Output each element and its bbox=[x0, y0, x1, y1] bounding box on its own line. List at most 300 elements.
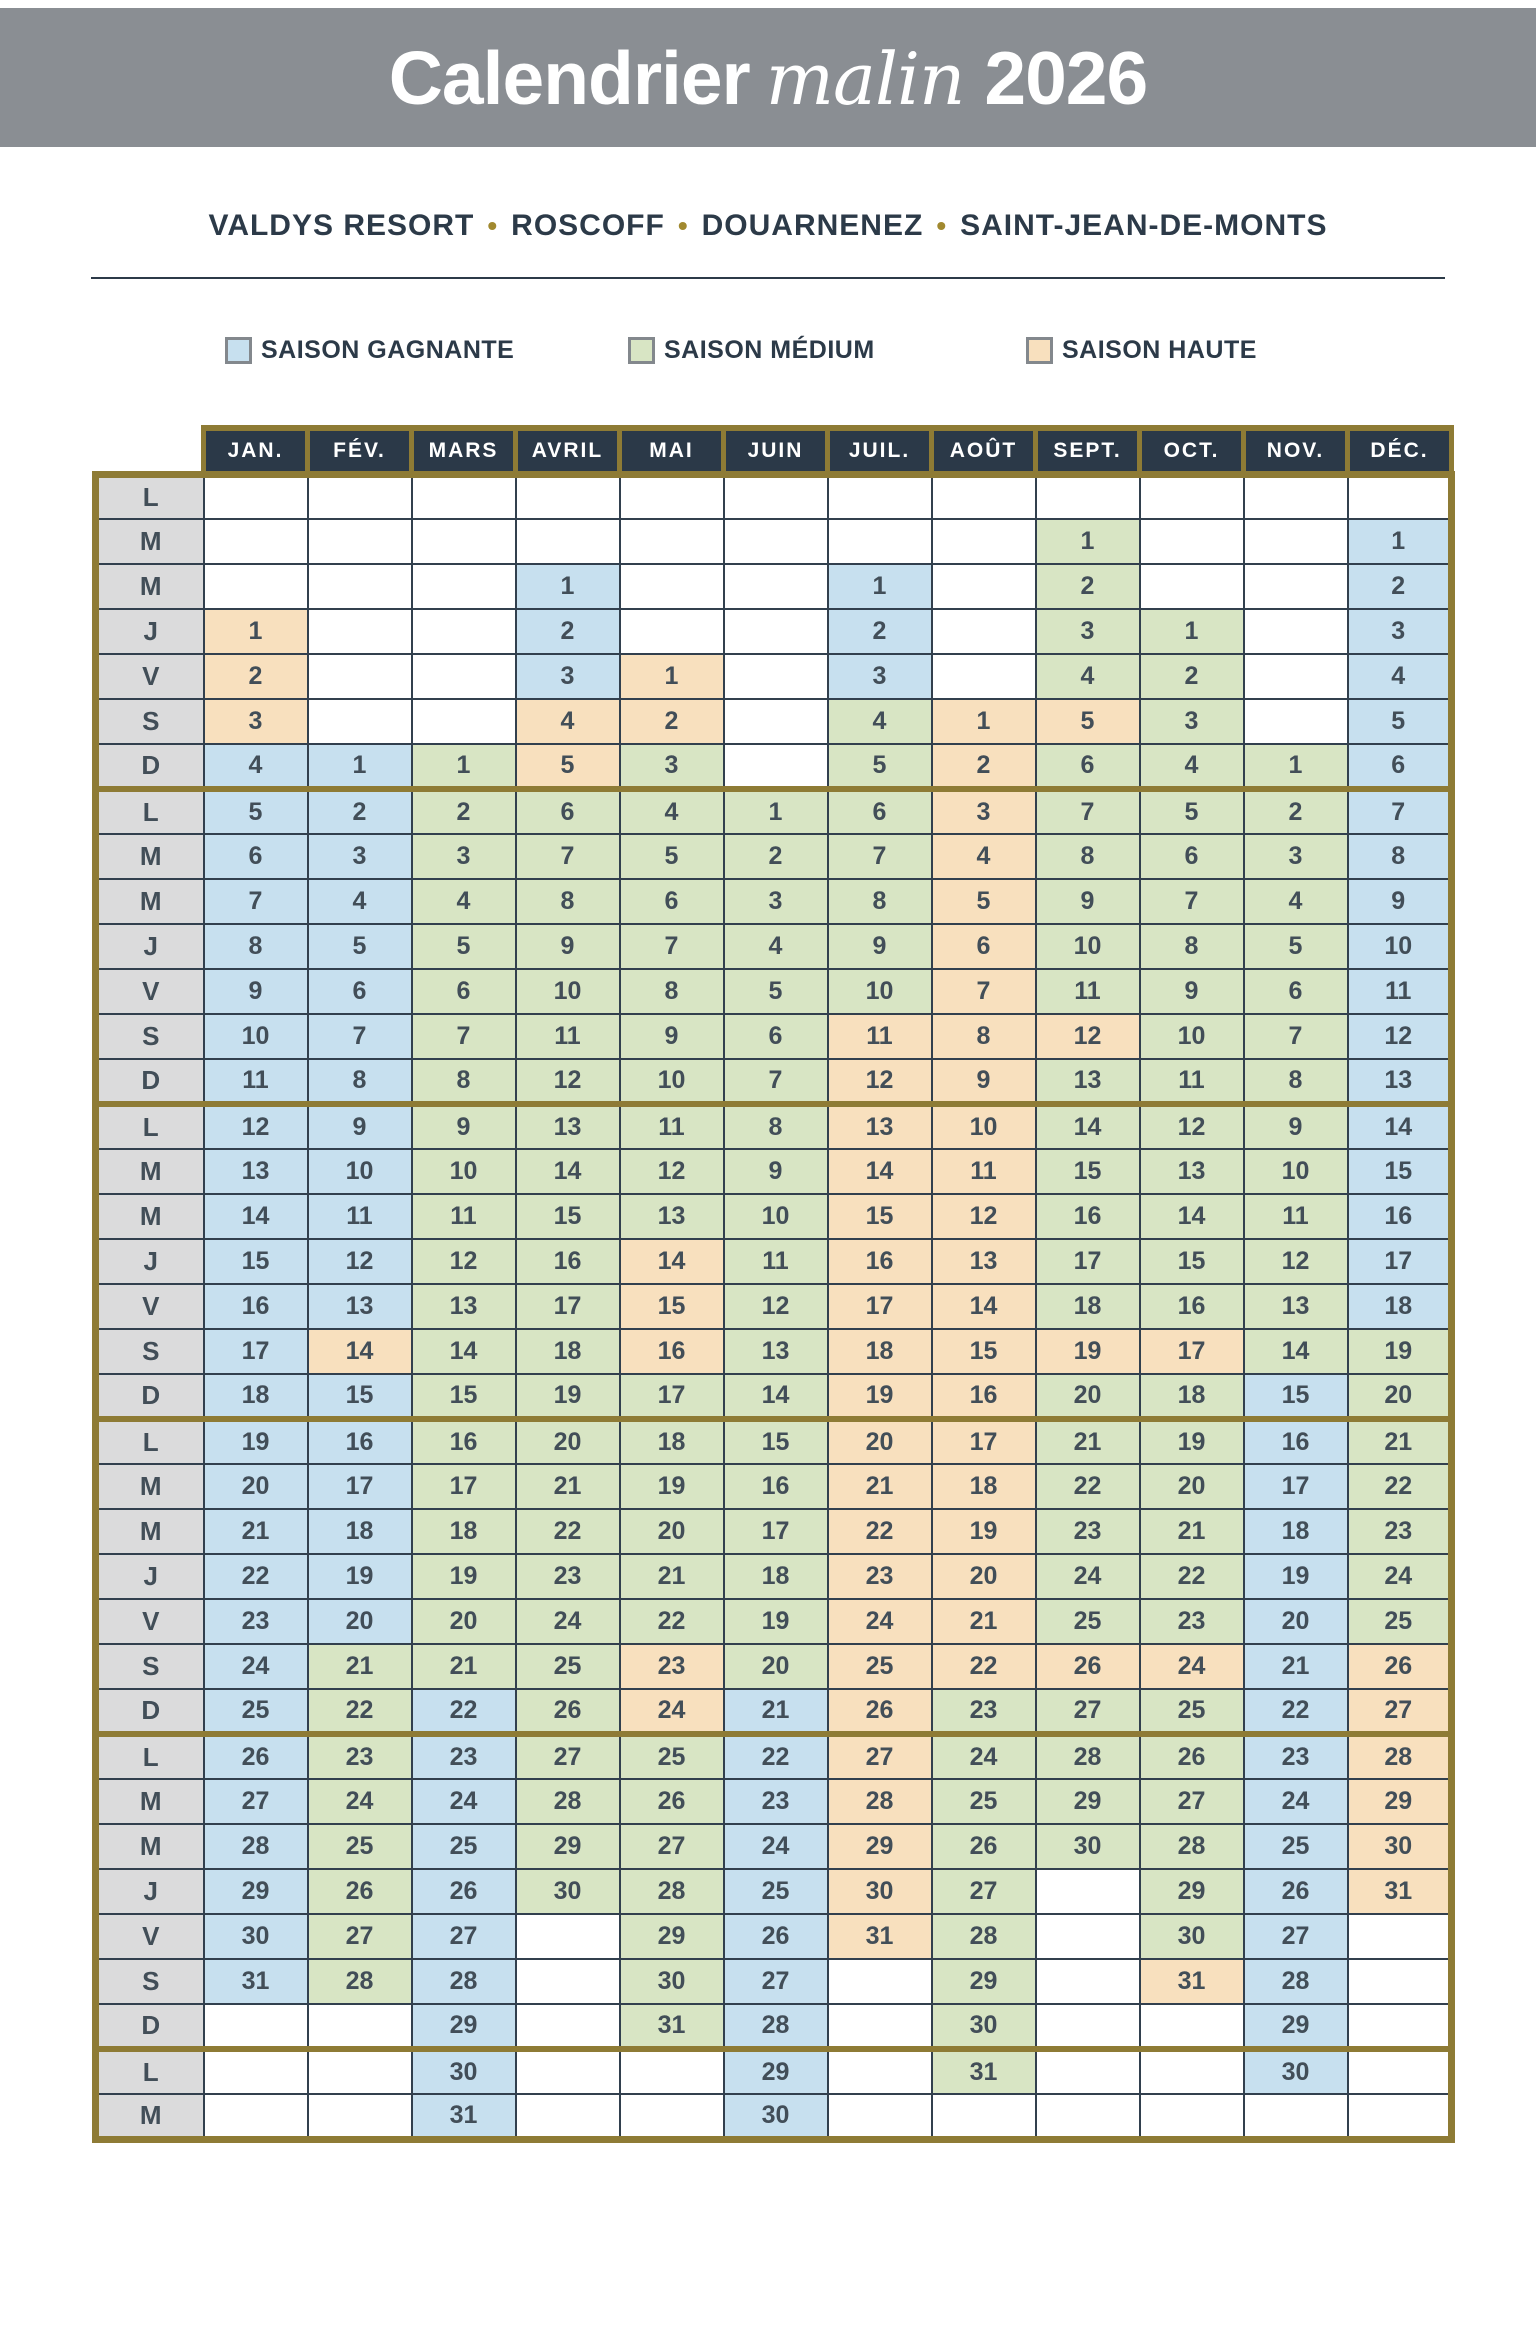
day-cell: 15 bbox=[932, 1329, 1036, 1374]
day-cell: 9 bbox=[828, 924, 932, 969]
day-cell: 15 bbox=[724, 1419, 828, 1464]
day-cell: 31 bbox=[1348, 1869, 1452, 1914]
day-cell: 21 bbox=[412, 1644, 516, 1689]
day-cell: 25 bbox=[1140, 1689, 1244, 1734]
day-cell: 10 bbox=[1244, 1149, 1348, 1194]
day-cell: 1 bbox=[1244, 744, 1348, 789]
month-header: JAN. bbox=[204, 428, 308, 474]
day-cell: 21 bbox=[204, 1509, 308, 1554]
day-cell: 24 bbox=[516, 1599, 620, 1644]
week-day-row bbox=[96, 1464, 1452, 1509]
empty-cell bbox=[724, 474, 828, 519]
day-cell: 2 bbox=[516, 609, 620, 654]
day-cell: 7 bbox=[516, 834, 620, 879]
legend-label: SAISON MÉDIUM bbox=[664, 336, 875, 364]
day-cell: 9 bbox=[204, 969, 308, 1014]
day-cell: 26 bbox=[1036, 1644, 1140, 1689]
day-cell: 3 bbox=[724, 879, 828, 924]
day-cell: 22 bbox=[1036, 1464, 1140, 1509]
day-cell: 28 bbox=[412, 1959, 516, 2004]
day-cell: 14 bbox=[516, 1149, 620, 1194]
day-cell: 13 bbox=[1140, 1149, 1244, 1194]
day-cell: 21 bbox=[516, 1464, 620, 1509]
day-cell: 20 bbox=[1036, 1374, 1140, 1419]
empty-cell bbox=[724, 744, 828, 789]
day-cell: 29 bbox=[828, 1824, 932, 1869]
day-cell: 3 bbox=[308, 834, 412, 879]
day-cell: 25 bbox=[204, 1689, 308, 1734]
medium-swatch-icon bbox=[628, 337, 655, 364]
day-cell: 19 bbox=[1244, 1554, 1348, 1599]
weekday-label: S bbox=[96, 1329, 204, 1374]
subtitle-separator-dot: • bbox=[677, 210, 689, 241]
weekday-label: D bbox=[96, 1374, 204, 1419]
day-cell: 17 bbox=[516, 1284, 620, 1329]
day-cell: 29 bbox=[1244, 2004, 1348, 2049]
day-cell: 8 bbox=[1036, 834, 1140, 879]
day-cell: 3 bbox=[932, 789, 1036, 834]
day-cell: 26 bbox=[412, 1869, 516, 1914]
day-cell: 2 bbox=[1348, 564, 1452, 609]
haute-swatch-icon bbox=[1026, 337, 1053, 364]
empty-cell bbox=[308, 2094, 412, 2139]
day-cell: 27 bbox=[204, 1779, 308, 1824]
day-cell: 25 bbox=[1036, 1599, 1140, 1644]
day-cell: 3 bbox=[1244, 834, 1348, 879]
weekday-label: M bbox=[96, 1824, 204, 1869]
week-day-row bbox=[96, 1734, 1452, 1779]
day-cell: 24 bbox=[204, 1644, 308, 1689]
empty-cell bbox=[1348, 1959, 1452, 2004]
empty-cell bbox=[724, 519, 828, 564]
day-cell: 23 bbox=[620, 1644, 724, 1689]
day-cell: 6 bbox=[620, 879, 724, 924]
empty-cell bbox=[412, 474, 516, 519]
day-cell: 31 bbox=[1140, 1959, 1244, 2004]
day-cell: 7 bbox=[828, 834, 932, 879]
day-cell: 18 bbox=[1348, 1284, 1452, 1329]
week-day-row bbox=[96, 519, 1452, 564]
week-day-row bbox=[96, 1419, 1452, 1464]
day-cell: 19 bbox=[1036, 1329, 1140, 1374]
day-cell: 1 bbox=[932, 699, 1036, 744]
day-cell: 21 bbox=[1036, 1419, 1140, 1464]
day-cell: 18 bbox=[1036, 1284, 1140, 1329]
empty-cell bbox=[620, 2049, 724, 2094]
calendar-container bbox=[92, 425, 1536, 2143]
day-cell: 6 bbox=[724, 1014, 828, 1059]
week-day-row bbox=[96, 2049, 1452, 2094]
day-cell: 13 bbox=[932, 1239, 1036, 1284]
day-cell: 12 bbox=[932, 1194, 1036, 1239]
day-cell: 2 bbox=[1036, 564, 1140, 609]
day-cell: 28 bbox=[1140, 1824, 1244, 1869]
day-cell: 28 bbox=[932, 1914, 1036, 1959]
subtitle-city-1: ROSCOFF bbox=[511, 209, 665, 242]
weekday-label: L bbox=[96, 789, 204, 834]
month-header: SEPT. bbox=[1036, 428, 1140, 474]
day-cell: 26 bbox=[1348, 1644, 1452, 1689]
subtitle-separator-dot: • bbox=[936, 210, 948, 241]
day-cell: 23 bbox=[412, 1734, 516, 1779]
empty-cell bbox=[932, 474, 1036, 519]
weekday-label: M bbox=[96, 1194, 204, 1239]
weekday-label: M bbox=[96, 1509, 204, 1554]
day-cell: 31 bbox=[932, 2049, 1036, 2094]
day-cell: 7 bbox=[204, 879, 308, 924]
day-cell: 8 bbox=[1244, 1059, 1348, 1104]
week-day-row bbox=[96, 1689, 1452, 1734]
day-cell: 7 bbox=[1036, 789, 1140, 834]
day-cell: 17 bbox=[620, 1374, 724, 1419]
empty-cell bbox=[204, 474, 308, 519]
day-cell: 8 bbox=[724, 1104, 828, 1149]
day-cell: 3 bbox=[620, 744, 724, 789]
empty-cell bbox=[308, 654, 412, 699]
day-cell: 8 bbox=[308, 1059, 412, 1104]
day-cell: 21 bbox=[1140, 1509, 1244, 1554]
month-header: MAI bbox=[620, 428, 724, 474]
day-cell: 29 bbox=[412, 2004, 516, 2049]
day-cell: 4 bbox=[1140, 744, 1244, 789]
day-cell: 1 bbox=[1036, 519, 1140, 564]
day-cell: 20 bbox=[516, 1419, 620, 1464]
day-cell: 20 bbox=[724, 1644, 828, 1689]
day-cell: 13 bbox=[204, 1149, 308, 1194]
day-cell: 12 bbox=[1140, 1104, 1244, 1149]
day-cell: 23 bbox=[308, 1734, 412, 1779]
day-cell: 1 bbox=[412, 744, 516, 789]
empty-cell bbox=[1348, 2004, 1452, 2049]
day-cell: 16 bbox=[828, 1239, 932, 1284]
day-cell: 27 bbox=[1036, 1689, 1140, 1734]
day-cell: 24 bbox=[1348, 1554, 1452, 1599]
day-cell: 14 bbox=[1140, 1194, 1244, 1239]
empty-cell bbox=[620, 474, 724, 519]
day-cell: 18 bbox=[724, 1554, 828, 1599]
subtitle bbox=[0, 209, 1536, 243]
day-cell: 11 bbox=[932, 1149, 1036, 1194]
day-cell: 30 bbox=[828, 1869, 932, 1914]
month-header: MARS bbox=[412, 428, 516, 474]
day-cell: 6 bbox=[932, 924, 1036, 969]
day-cell: 12 bbox=[828, 1059, 932, 1104]
day-cell: 22 bbox=[828, 1509, 932, 1554]
day-cell: 20 bbox=[932, 1554, 1036, 1599]
empty-cell bbox=[412, 609, 516, 654]
weekday-label: L bbox=[96, 474, 204, 519]
day-cell: 26 bbox=[516, 1689, 620, 1734]
month-header: OCT. bbox=[1140, 428, 1244, 474]
weekday-label: D bbox=[96, 1059, 204, 1104]
day-cell: 15 bbox=[1348, 1149, 1452, 1194]
day-cell: 18 bbox=[932, 1464, 1036, 1509]
empty-cell bbox=[1244, 474, 1348, 519]
day-cell: 9 bbox=[1036, 879, 1140, 924]
empty-cell bbox=[828, 2004, 932, 2049]
day-cell: 28 bbox=[308, 1959, 412, 2004]
day-cell: 18 bbox=[516, 1329, 620, 1374]
week-day-row bbox=[96, 969, 1452, 1014]
empty-cell bbox=[204, 564, 308, 609]
empty-cell bbox=[1036, 1959, 1140, 2004]
month-header: JUIL. bbox=[828, 428, 932, 474]
day-cell: 14 bbox=[620, 1239, 724, 1284]
day-cell: 22 bbox=[412, 1689, 516, 1734]
day-cell: 28 bbox=[1348, 1734, 1452, 1779]
day-cell: 28 bbox=[516, 1779, 620, 1824]
day-cell: 23 bbox=[1348, 1509, 1452, 1554]
day-cell: 19 bbox=[828, 1374, 932, 1419]
day-cell: 9 bbox=[724, 1149, 828, 1194]
day-cell: 9 bbox=[1140, 969, 1244, 1014]
day-cell: 16 bbox=[1348, 1194, 1452, 1239]
weekday-label: S bbox=[96, 1014, 204, 1059]
weekday-label: L bbox=[96, 1419, 204, 1464]
day-cell: 23 bbox=[1140, 1599, 1244, 1644]
day-cell: 6 bbox=[1348, 744, 1452, 789]
day-cell: 7 bbox=[1140, 879, 1244, 924]
day-cell: 17 bbox=[204, 1329, 308, 1374]
empty-cell bbox=[516, 519, 620, 564]
day-cell: 4 bbox=[516, 699, 620, 744]
legend-label: SAISON HAUTE bbox=[1062, 336, 1257, 364]
day-cell: 17 bbox=[1036, 1239, 1140, 1284]
day-cell: 16 bbox=[412, 1419, 516, 1464]
day-cell: 4 bbox=[1348, 654, 1452, 699]
day-cell: 23 bbox=[724, 1779, 828, 1824]
day-cell: 11 bbox=[1244, 1194, 1348, 1239]
empty-cell bbox=[1348, 2094, 1452, 2139]
day-cell: 13 bbox=[1244, 1284, 1348, 1329]
weekday-label: V bbox=[96, 969, 204, 1014]
day-cell: 1 bbox=[724, 789, 828, 834]
day-cell: 10 bbox=[516, 969, 620, 1014]
weekday-label: V bbox=[96, 1284, 204, 1329]
day-cell: 3 bbox=[516, 654, 620, 699]
week-day-row bbox=[96, 1104, 1452, 1149]
empty-cell bbox=[1244, 2094, 1348, 2139]
empty-cell bbox=[620, 609, 724, 654]
day-cell: 15 bbox=[516, 1194, 620, 1239]
day-cell: 14 bbox=[1036, 1104, 1140, 1149]
day-cell: 3 bbox=[1348, 609, 1452, 654]
day-cell: 24 bbox=[620, 1689, 724, 1734]
weekday-label: L bbox=[96, 2049, 204, 2094]
day-cell: 4 bbox=[620, 789, 724, 834]
weekday-label: V bbox=[96, 654, 204, 699]
day-cell: 4 bbox=[1244, 879, 1348, 924]
week-day-row bbox=[96, 789, 1452, 834]
day-cell: 28 bbox=[724, 2004, 828, 2049]
day-cell: 2 bbox=[932, 744, 1036, 789]
day-cell: 12 bbox=[724, 1284, 828, 1329]
weekday-label: J bbox=[96, 609, 204, 654]
empty-cell bbox=[724, 699, 828, 744]
day-cell: 25 bbox=[412, 1824, 516, 1869]
week-day-row bbox=[96, 1509, 1452, 1554]
day-cell: 29 bbox=[620, 1914, 724, 1959]
day-cell: 14 bbox=[308, 1329, 412, 1374]
day-cell: 13 bbox=[1036, 1059, 1140, 1104]
day-cell: 5 bbox=[308, 924, 412, 969]
day-cell: 14 bbox=[204, 1194, 308, 1239]
day-cell: 5 bbox=[1036, 699, 1140, 744]
day-cell: 11 bbox=[620, 1104, 724, 1149]
day-cell: 13 bbox=[828, 1104, 932, 1149]
day-cell: 19 bbox=[516, 1374, 620, 1419]
day-cell: 28 bbox=[204, 1824, 308, 1869]
empty-cell bbox=[828, 2049, 932, 2094]
day-cell: 3 bbox=[1036, 609, 1140, 654]
season-legend bbox=[0, 336, 1536, 372]
day-cell: 17 bbox=[412, 1464, 516, 1509]
subtitle-resort: VALDYS RESORT bbox=[208, 209, 475, 242]
day-cell: 10 bbox=[724, 1194, 828, 1239]
day-cell: 2 bbox=[412, 789, 516, 834]
page-title bbox=[389, 35, 1147, 121]
week-day-row bbox=[96, 744, 1452, 789]
day-cell: 27 bbox=[1348, 1689, 1452, 1734]
empty-cell bbox=[620, 564, 724, 609]
day-cell: 1 bbox=[828, 564, 932, 609]
day-cell: 15 bbox=[1140, 1239, 1244, 1284]
day-cell: 30 bbox=[620, 1959, 724, 2004]
day-cell: 29 bbox=[1140, 1869, 1244, 1914]
weekday-label: M bbox=[96, 834, 204, 879]
day-cell: 16 bbox=[620, 1329, 724, 1374]
day-cell: 31 bbox=[204, 1959, 308, 2004]
week-day-row bbox=[96, 2094, 1452, 2139]
weekday-label: S bbox=[96, 1959, 204, 2004]
day-cell: 16 bbox=[1244, 1419, 1348, 1464]
day-cell: 8 bbox=[932, 1014, 1036, 1059]
day-cell: 8 bbox=[1348, 834, 1452, 879]
empty-cell bbox=[516, 474, 620, 519]
day-cell: 19 bbox=[204, 1419, 308, 1464]
day-cell: 9 bbox=[308, 1104, 412, 1149]
day-cell: 30 bbox=[1140, 1914, 1244, 1959]
day-cell: 3 bbox=[828, 654, 932, 699]
day-cell: 12 bbox=[1244, 1239, 1348, 1284]
day-cell: 8 bbox=[828, 879, 932, 924]
week-day-row bbox=[96, 1959, 1452, 2004]
day-cell: 30 bbox=[1244, 2049, 1348, 2094]
day-cell: 11 bbox=[828, 1014, 932, 1059]
empty-cell bbox=[1140, 474, 1244, 519]
day-cell: 7 bbox=[724, 1059, 828, 1104]
day-cell: 27 bbox=[620, 1824, 724, 1869]
day-cell: 24 bbox=[932, 1734, 1036, 1779]
empty-cell bbox=[308, 609, 412, 654]
day-cell: 9 bbox=[516, 924, 620, 969]
day-cell: 20 bbox=[1140, 1464, 1244, 1509]
day-cell: 4 bbox=[724, 924, 828, 969]
day-cell: 14 bbox=[932, 1284, 1036, 1329]
empty-cell bbox=[308, 474, 412, 519]
empty-cell bbox=[828, 474, 932, 519]
day-cell: 5 bbox=[1348, 699, 1452, 744]
day-cell: 23 bbox=[1036, 1509, 1140, 1554]
day-cell: 8 bbox=[204, 924, 308, 969]
week-day-row bbox=[96, 1239, 1452, 1284]
empty-cell bbox=[932, 609, 1036, 654]
empty-cell bbox=[1140, 2049, 1244, 2094]
day-cell: 22 bbox=[724, 1734, 828, 1779]
title-main: Calendrier bbox=[388, 35, 750, 120]
day-cell: 1 bbox=[204, 609, 308, 654]
empty-cell bbox=[516, 1914, 620, 1959]
day-cell: 24 bbox=[724, 1824, 828, 1869]
empty-cell bbox=[1244, 699, 1348, 744]
week-day-row bbox=[96, 1329, 1452, 1374]
day-cell: 31 bbox=[620, 2004, 724, 2049]
day-cell: 10 bbox=[412, 1149, 516, 1194]
day-cell: 8 bbox=[1140, 924, 1244, 969]
day-cell: 17 bbox=[1348, 1239, 1452, 1284]
day-cell: 1 bbox=[1348, 519, 1452, 564]
day-cell: 5 bbox=[1140, 789, 1244, 834]
legend-item-medium bbox=[628, 336, 875, 365]
day-cell: 30 bbox=[204, 1914, 308, 1959]
day-cell: 26 bbox=[308, 1869, 412, 1914]
title-year: 2026 bbox=[984, 35, 1148, 120]
week-day-row bbox=[96, 1284, 1452, 1329]
day-cell: 14 bbox=[828, 1149, 932, 1194]
day-cell: 2 bbox=[828, 609, 932, 654]
day-cell: 26 bbox=[1140, 1734, 1244, 1779]
subtitle-city-3: SAINT-JEAN-DE-MONTS bbox=[960, 209, 1328, 242]
day-cell: 6 bbox=[1244, 969, 1348, 1014]
empty-cell bbox=[1036, 1869, 1140, 1914]
empty-cell bbox=[1244, 609, 1348, 654]
day-cell: 2 bbox=[204, 654, 308, 699]
day-cell: 5 bbox=[412, 924, 516, 969]
day-cell: 13 bbox=[724, 1329, 828, 1374]
empty-cell bbox=[1036, 474, 1140, 519]
day-cell: 2 bbox=[1140, 654, 1244, 699]
day-cell: 22 bbox=[308, 1689, 412, 1734]
week-day-row bbox=[96, 699, 1452, 744]
day-cell: 24 bbox=[1140, 1644, 1244, 1689]
empty-cell bbox=[932, 654, 1036, 699]
empty-cell bbox=[204, 2049, 308, 2094]
day-cell: 4 bbox=[412, 879, 516, 924]
week-day-row bbox=[96, 924, 1452, 969]
day-cell: 13 bbox=[620, 1194, 724, 1239]
day-cell: 28 bbox=[1244, 1959, 1348, 2004]
month-header: FÉV. bbox=[308, 428, 412, 474]
day-cell: 10 bbox=[204, 1014, 308, 1059]
weekday-label: S bbox=[96, 1644, 204, 1689]
day-cell: 7 bbox=[620, 924, 724, 969]
empty-cell bbox=[412, 519, 516, 564]
day-cell: 11 bbox=[1348, 969, 1452, 1014]
day-cell: 26 bbox=[932, 1824, 1036, 1869]
day-cell: 22 bbox=[620, 1599, 724, 1644]
day-cell: 27 bbox=[1140, 1779, 1244, 1824]
week-day-row bbox=[96, 1914, 1452, 1959]
day-cell: 8 bbox=[620, 969, 724, 1014]
weekday-label: D bbox=[96, 1689, 204, 1734]
day-cell: 9 bbox=[412, 1104, 516, 1149]
day-cell: 12 bbox=[516, 1059, 620, 1104]
day-cell: 16 bbox=[204, 1284, 308, 1329]
day-cell: 2 bbox=[308, 789, 412, 834]
day-cell: 25 bbox=[828, 1644, 932, 1689]
day-cell: 5 bbox=[932, 879, 1036, 924]
day-cell: 29 bbox=[204, 1869, 308, 1914]
